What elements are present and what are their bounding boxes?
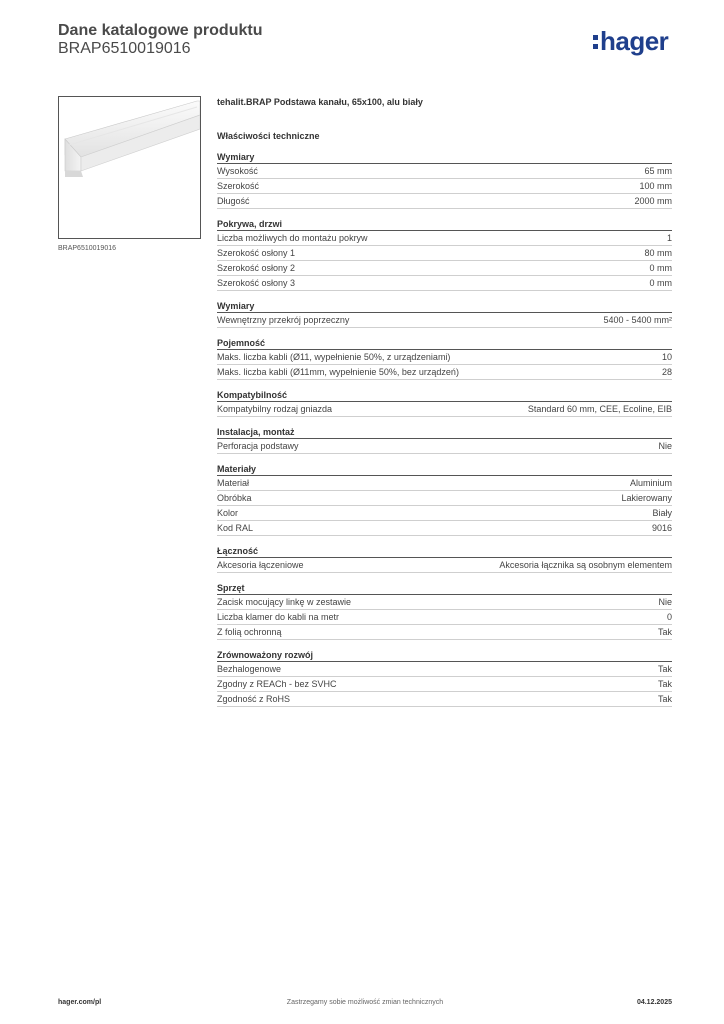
spec-row [217, 313, 672, 328]
spec-value: Nie [658, 597, 672, 607]
spec-label: Kompatybilny rodzaj gniazda [217, 404, 333, 414]
section-title: Kompatybilność [217, 389, 672, 402]
spec-row [217, 276, 672, 291]
spec-label: Zacisk mocujący linkę w zestawie [217, 597, 352, 607]
spec-value: 0 mm [649, 278, 672, 288]
spec-section [217, 426, 672, 454]
spec-value: Biały [652, 508, 672, 518]
section-title: Sprzęt [217, 582, 672, 595]
image-caption: BRAP6510019016 [58, 245, 116, 252]
spec-label: Długość [217, 196, 250, 206]
spec-row [217, 692, 672, 707]
spec-label: Zgodny z REACh - bez SVHC [217, 679, 337, 689]
spec-value: 10 [661, 352, 672, 362]
page-title: Dane katalogowe produktu [58, 22, 263, 39]
footer [58, 998, 672, 1008]
spec-label: Szerokość osłony 1 [217, 248, 296, 258]
spec-section [217, 463, 672, 536]
spec-row [217, 558, 672, 573]
section-title: Łączność [217, 545, 672, 558]
spec-value: Tak [657, 664, 672, 674]
spec-value: 65 mm [644, 166, 672, 176]
footer-disclaimer: Zastrzegamy sobie możliwość zmian technicznych [286, 999, 444, 1006]
spec-row [217, 179, 672, 194]
spec-row [217, 261, 672, 276]
spec-label: Wysokość [217, 166, 258, 176]
spec-section [217, 649, 672, 707]
spec-label: Z folią ochronną [217, 627, 282, 637]
spec-label: Wewnętrzny przekrój poprzeczny [217, 315, 350, 325]
spec-section [217, 545, 672, 573]
spec-value: 0 mm [649, 263, 672, 273]
spec-value: Lakierowany [621, 493, 672, 503]
spec-value: 100 mm [639, 181, 672, 191]
spec-label: Bezhalogenowe [217, 664, 282, 674]
spec-label: Maks. liczba kabli (Ø11mm, wypełnienie 50%, bez urządzeń) [217, 367, 459, 377]
spec-label: Szerokość [217, 181, 260, 191]
product-title: tehalit.BRAP Podstawa kanału, 65x100, alu biały [217, 97, 423, 107]
spec-row [217, 610, 672, 625]
spec-value: 0 [666, 612, 672, 622]
section-title: Pokrywa, drzwi [217, 218, 672, 231]
spec-value: Tak [657, 694, 672, 704]
spec-section [217, 337, 672, 380]
logo-colon-icon [593, 26, 598, 52]
spec-row [217, 662, 672, 677]
product-image [58, 96, 201, 239]
spec-row [217, 491, 672, 506]
spec-row [217, 350, 672, 365]
spec-value: Tak [657, 627, 672, 637]
spec-row [217, 365, 672, 380]
spec-value: Standard 60 mm, CEE, Ecoline, EIB [527, 404, 672, 414]
spec-section [217, 582, 672, 640]
section-title: Materiały [217, 463, 672, 476]
spec-label: Materiał [217, 478, 250, 488]
spec-label: Perforacja podstawy [217, 441, 299, 451]
spec-label: Szerokość osłony 3 [217, 278, 296, 288]
spec-label: Akcesoria łączeniowe [217, 560, 304, 570]
section-title: Wymiary [217, 151, 672, 164]
spec-value: 1 [666, 233, 672, 243]
spec-row [217, 595, 672, 610]
spec-label: Zgodność z RoHS [217, 694, 291, 704]
spec-label: Kolor [217, 508, 239, 518]
spec-row [217, 521, 672, 536]
product-code: BRAP6510019016 [58, 40, 191, 57]
footer-website-link[interactable]: hager.com/pl [58, 999, 102, 1006]
tech-properties-heading: Właściwości techniczne [217, 131, 320, 141]
spec-label: Szerokość osłony 2 [217, 263, 296, 273]
spec-value: Nie [658, 441, 672, 451]
spec-value: Aluminium [629, 478, 672, 488]
spec-row [217, 625, 672, 640]
spec-value: Tak [657, 679, 672, 689]
spec-label: Kod RAL [217, 523, 254, 533]
spec-section [217, 300, 672, 328]
section-title: Zrównoważony rozwój [217, 649, 672, 662]
section-title: Instalacja, montaż [217, 426, 672, 439]
spec-value: 9016 [651, 523, 672, 533]
spec-label: Liczba możliwych do montażu pokryw [217, 233, 368, 243]
logo-text: hager [600, 26, 669, 56]
spec-row [217, 194, 672, 209]
spec-value: 5400 - 5400 mm² [603, 315, 672, 325]
section-title: Wymiary [217, 300, 672, 313]
footer-date: 04.12.2025 [636, 999, 672, 1006]
spec-value: 2000 mm [634, 196, 672, 206]
spec-row [217, 506, 672, 521]
spec-row [217, 246, 672, 261]
spec-row [217, 439, 672, 454]
spec-value: Akcesoria łącznika są osobnym elementem [499, 560, 672, 570]
spec-section [217, 151, 672, 209]
spec-row [217, 164, 672, 179]
spec-value: 28 [661, 367, 672, 377]
spec-section [217, 218, 672, 291]
hager-logo [593, 26, 668, 57]
spec-label: Obróbka [217, 493, 252, 503]
spec-sections [217, 151, 672, 707]
spec-value: 80 mm [644, 248, 672, 258]
cable-trunking-base-icon [59, 97, 200, 238]
spec-section [217, 389, 672, 417]
spec-row [217, 231, 672, 246]
spec-label: Maks. liczba kabli (Ø11, wypełnienie 50%, z urządzeniami) [217, 352, 451, 362]
specs-content [217, 96, 672, 716]
spec-label: Liczba klamer do kabli na metr [217, 612, 340, 622]
spec-row [217, 677, 672, 692]
section-title: Pojemność [217, 337, 672, 350]
spec-row [217, 476, 672, 491]
spec-row [217, 402, 672, 417]
